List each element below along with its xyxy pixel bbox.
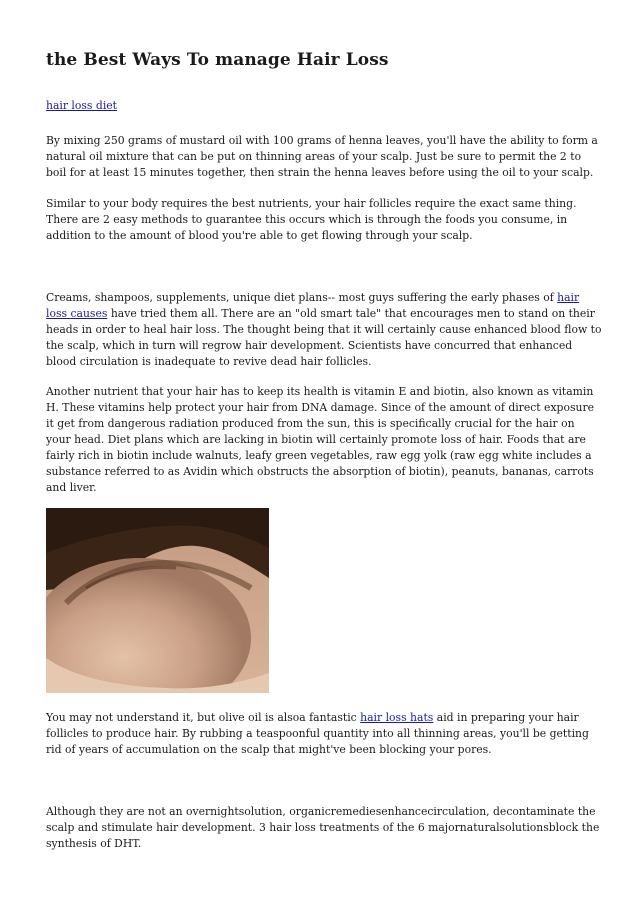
paragraph-creams [46,290,602,370]
hair-loss-diet-link[interactable]: hair loss diet [46,99,117,112]
paragraph-text: aid in preparing your hair follicles to produce hair. By rubbing a teaspoonful quantity into all thinning areas, you'll be getting rid of years of accumulation on the scalp that might've been blocking your pores. [46,711,589,756]
paragraph-text: have tried them all. There are an "old smart tale" that encourages men to stand on their heads in order to heal hair loss. The thought being that it will certainly cause enhanced blood flow to the scalp, which in turn will regrow hair development. Scientists have concurred that enhanced blood circulation is inadequate to revive dead hair follicles. [46,307,602,368]
paragraph-nutrients: Similar to your body requires the best nutrients, your hair follicles require the exact same thing. There are 2 easy methods to guarantee this occurs which is through the foods you consume, in addition to the amount of blood you're able to get flowing through your scalp. [46,197,577,242]
hair-loss-causes-link[interactable]: hair loss causes [46,291,580,320]
paragraph-text: Creams, shampoos, supplements, unique diet plans-- most guys suffering the early phases of [46,291,558,304]
paragraph-text: You may not understand it, but olive oil is alsoa fantastic [46,711,361,724]
page-title: the Best Ways To manage Hair Loss [46,50,389,70]
scalp-photo-image [46,508,269,693]
scalp-photo [46,508,269,693]
hair-loss-hats-link[interactable]: hair loss hats [360,711,434,724]
paragraph-olive-oil [46,710,602,758]
paragraph-mustard-oil: By mixing 250 grams of mustard oil with 100 grams of henna leaves, you'll have the ability to form a natural oil mixture that can be put on thinning areas of your scalp. Just be sure to permit the 2 to boil for at least 15 minutes together, then strain the henna leaves before using the oil to your scalp. [46,134,598,179]
paragraph-remedies: Although they are not an overnightsolution, organicremediesenhancecirculation, decontaminate the scalp and stimulate hair development. 3 hair loss treatments of the 6 majornaturalsolutionsblock the synthesis of DHT. [46,805,600,850]
paragraph-vitamins: Another nutrient that your hair has to keep its health is vitamin E and biotin, also known as vitamin H. These vitamins help protect your hair from DNA damage. Since of the amount of direct exposure it get from dangerous radiation produced from the sun, this is specifically crucial for the hair on your head. Diet plans which are lacking in biotin will certainly promote loss of hair. Foods that are fairly rich in biotin include walnuts, leafy green vegetables, raw egg yolk (raw egg white includes a substance referred to as Avidin which obstructs the absorption of biotin), peanuts, bananas, carrots and liver. [46,385,594,494]
top-link-paragraph [46,98,602,114]
